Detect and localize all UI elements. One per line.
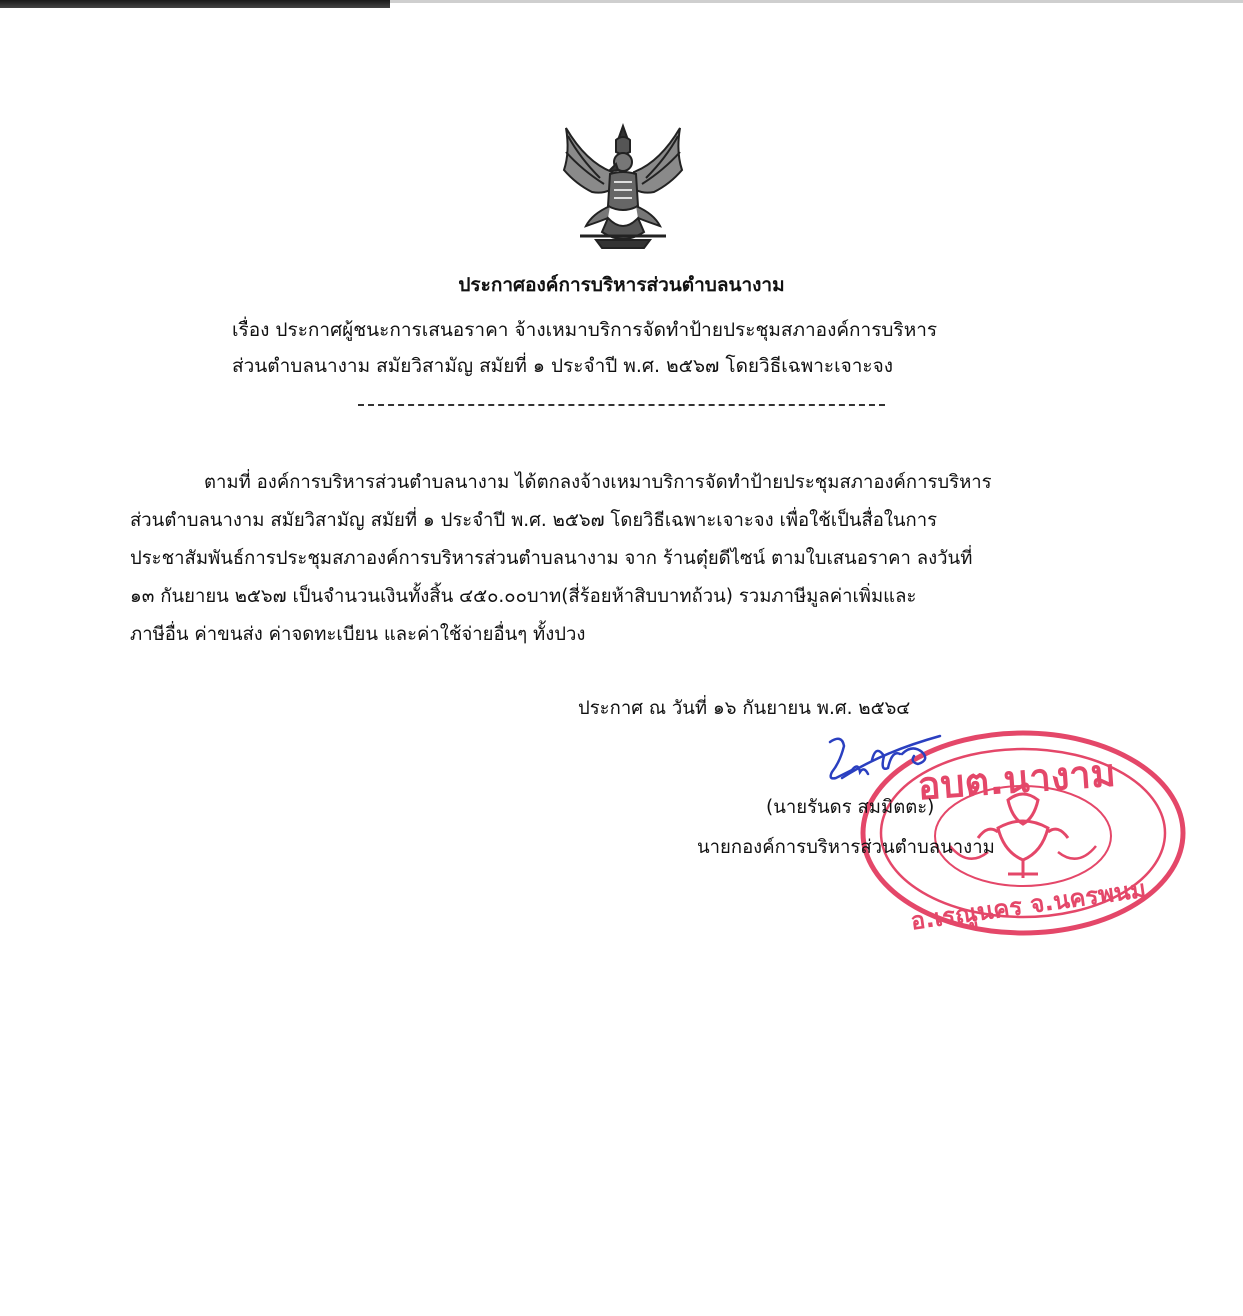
document-title: ประกาศองค์การบริหารส่วนตำบลนางาม [458,274,785,296]
announcement-date: ประกาศ ณ วันที่ ๑๖ กันยายน พ.ศ. ๒๕๖๔ [578,698,911,719]
body-line: ประชาสัมพันธ์การประชุมสภาองค์การบริหารส่วนตำบลนางาม จาก ร้านตุ๋ยดีไซน์ ตามใบเสนอราคา ลงวันที่ [130,548,973,569]
seal-top-text: อบต.นางาม [916,750,1117,809]
seal-bottom-text: อ.เรณูนคร จ.นครพนม [908,874,1148,936]
body-line: ส่วนตำบลนางาม สมัยวิสามัญ สมัยที่ ๑ ประจำปี พ.ศ. ๒๕๖๗ โดยวิธีเฉพาะเจาะจง เพื่อใช้เป็นสื่อในการ [130,510,938,531]
signer-title: นายกองค์การบริหารส่วนตำบลนางาม [697,837,995,858]
subject-line: เรื่อง ประกาศผู้ชนะการเสนอราคา จ้างเหมาบริการจัดทำป้ายประชุมสภาองค์การบริหาร [232,319,938,341]
signer-name: (นายรันดร สมมิตตะ) [766,797,935,818]
body-line: ตามที่ องค์การบริหารส่วนตำบลนางาม ได้ตกลงจ้างเหมาบริการจัดทำป้ายประชุมสภาองค์การบริหาร [204,472,992,493]
garuda-emblem-icon [556,122,690,254]
subject-block [232,312,1032,384]
subject-line: ส่วนตำบลนางาม สมัยวิสามัญ สมัยที่ ๑ ประจำปี พ.ศ. ๒๕๖๗ โดยวิธีเฉพาะเจาะจง [232,355,894,377]
dashed-divider [358,404,885,406]
handwritten-signature [822,732,942,792]
scan-edge-shadow-light [390,0,1243,3]
body-paragraph [130,464,1105,654]
body-line: ภาษีอื่น ค่าขนส่ง ค่าจดทะเบียน และค่าใช้จ่ายอื่นๆ ทั้งปวง [130,624,586,645]
scan-edge-shadow [0,0,390,8]
body-line: ๑๓ กันยายน ๒๕๖๗ เป็นจำนวนเงินทั้งสิ้น ๔๕๐.๐๐บาท(สี่ร้อยห้าสิบบาทถ้วน) รวมภาษีมูลค่าเพิ่มและ [130,586,917,607]
